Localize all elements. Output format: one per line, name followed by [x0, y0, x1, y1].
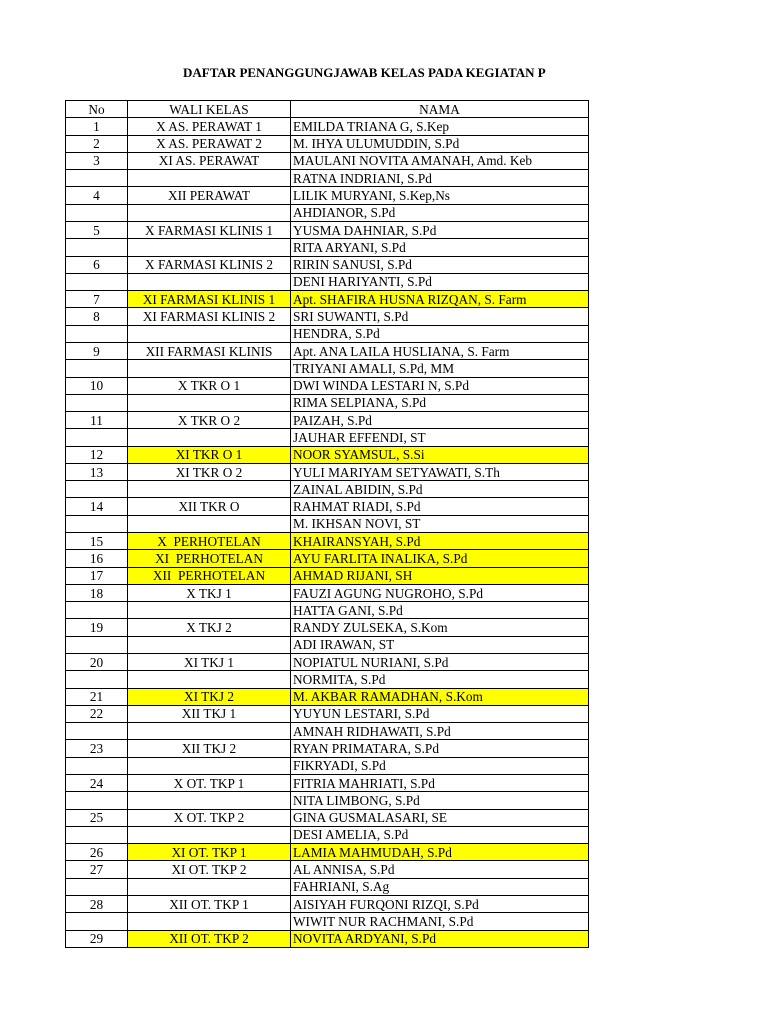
table-row — [66, 567, 589, 584]
cell-no: 2 — [66, 135, 128, 152]
cell-wali-kelas — [128, 204, 291, 221]
cell-wali-kelas: X PERHOTELAN — [128, 533, 291, 550]
cell-no: 7 — [66, 291, 128, 308]
cell-nama: TRIYANI AMALI, S.Pd, MM — [291, 360, 589, 377]
table-row — [66, 930, 589, 947]
cell-nama: Apt. SHAFIRA HUSNA RIZQAN, S. Farm — [291, 291, 589, 308]
cell-wali-kelas — [128, 878, 291, 895]
cell-nama: DENI HARIYANTI, S.Pd — [291, 273, 589, 290]
cell-nama: GINA GUSMALASARI, SE — [291, 809, 589, 826]
table-row — [66, 550, 589, 567]
table-row — [66, 861, 589, 878]
cell-wali-kelas: XI OT. TKP 2 — [128, 861, 291, 878]
cell-nama: HENDRA, S.Pd — [291, 325, 589, 342]
cell-no: 9 — [66, 342, 128, 359]
table-row — [66, 584, 589, 601]
class-responsibility-table — [65, 100, 589, 948]
cell-nama: M. AKBAR RAMADHAN, S.Kom — [291, 688, 589, 705]
cell-nama: NOPIATUL NURIANI, S.Pd — [291, 654, 589, 671]
table-row — [66, 291, 589, 308]
cell-nama: AMNAH RIDHAWATI, S.Pd — [291, 723, 589, 740]
cell-wali-kelas — [128, 636, 291, 653]
cell-nama: NOOR SYAMSUL, S.Si — [291, 446, 589, 463]
cell-no: 26 — [66, 844, 128, 861]
table-row — [66, 256, 589, 273]
cell-nama: RANDY ZULSEKA, S.Kom — [291, 619, 589, 636]
table-row — [66, 844, 589, 861]
cell-nama: M. IHYA ULUMUDDIN, S.Pd — [291, 135, 589, 152]
table-row — [66, 654, 589, 671]
cell-wali-kelas: XII FARMASI KLINIS — [128, 342, 291, 359]
cell-wali-kelas — [128, 913, 291, 930]
cell-no: 4 — [66, 187, 128, 204]
cell-wali-kelas — [128, 602, 291, 619]
cell-no: 27 — [66, 861, 128, 878]
cell-no: 23 — [66, 740, 128, 757]
cell-nama: ADI IRAWAN, ST — [291, 636, 589, 653]
cell-nama: WIWIT NUR RACHMANI, S.Pd — [291, 913, 589, 930]
cell-nama: DESI AMELIA, S.Pd — [291, 826, 589, 843]
cell-no — [66, 723, 128, 740]
table-row — [66, 602, 589, 619]
table-row — [66, 446, 589, 463]
cell-nama: FAUZI AGUNG NUGROHO, S.Pd — [291, 584, 589, 601]
cell-no: 6 — [66, 256, 128, 273]
cell-wali-kelas: XI PERHOTELAN — [128, 550, 291, 567]
table-row — [66, 809, 589, 826]
table-row — [66, 636, 589, 653]
cell-no — [66, 394, 128, 411]
table-row — [66, 221, 589, 238]
cell-wali-kelas: XI FARMASI KLINIS 1 — [128, 291, 291, 308]
table-row — [66, 135, 589, 152]
table-row — [66, 377, 589, 394]
cell-nama: AL ANNISA, S.Pd — [291, 861, 589, 878]
cell-nama: EMILDA TRIANA G, S.Kep — [291, 118, 589, 135]
cell-nama: ZAINAL ABIDIN, S.Pd — [291, 481, 589, 498]
table-row — [66, 429, 589, 446]
table-row — [66, 481, 589, 498]
cell-nama: NORMITA, S.Pd — [291, 671, 589, 688]
cell-no — [66, 273, 128, 290]
cell-no: 14 — [66, 498, 128, 515]
cell-no — [66, 757, 128, 774]
cell-wali-kelas: X AS. PERAWAT 2 — [128, 135, 291, 152]
table-row — [66, 463, 589, 480]
cell-wali-kelas — [128, 273, 291, 290]
cell-nama: AYU FARLITA INALIKA, S.Pd — [291, 550, 589, 567]
cell-no: 25 — [66, 809, 128, 826]
cell-no: 3 — [66, 152, 128, 169]
cell-no: 16 — [66, 550, 128, 567]
cell-wali-kelas: XI TKR O 1 — [128, 446, 291, 463]
cell-no — [66, 792, 128, 809]
cell-wali-kelas: XII TKR O — [128, 498, 291, 515]
cell-wali-kelas — [128, 792, 291, 809]
cell-nama: FIKRYADI, S.Pd — [291, 757, 589, 774]
cell-wali-kelas: X TKJ 1 — [128, 584, 291, 601]
cell-wali-kelas: XII PERHOTELAN — [128, 567, 291, 584]
cell-no — [66, 239, 128, 256]
table-row — [66, 533, 589, 550]
table-row — [66, 273, 589, 290]
cell-wali-kelas: X TKR O 1 — [128, 377, 291, 394]
table-row — [66, 170, 589, 187]
table-row — [66, 187, 589, 204]
cell-wali-kelas — [128, 826, 291, 843]
cell-no — [66, 204, 128, 221]
cell-nama: RYAN PRIMATARA, S.Pd — [291, 740, 589, 757]
table-row — [66, 671, 589, 688]
cell-nama: KHAIRANSYAH, S.Pd — [291, 533, 589, 550]
cell-wali-kelas — [128, 429, 291, 446]
table-row — [66, 498, 589, 515]
table-row — [66, 792, 589, 809]
cell-no: 22 — [66, 705, 128, 722]
table-header — [66, 101, 589, 118]
cell-nama: LILIK MURYANI, S.Kep,Ns — [291, 187, 589, 204]
table-row — [66, 688, 589, 705]
cell-no: 17 — [66, 567, 128, 584]
cell-nama: Apt. ANA LAILA HUSLIANA, S. Farm — [291, 342, 589, 359]
cell-wali-kelas — [128, 239, 291, 256]
cell-nama: FITRIA MAHRIATI, S.Pd — [291, 774, 589, 791]
cell-wali-kelas: XII OT. TKP 1 — [128, 895, 291, 912]
cell-nama: YULI MARIYAM SETYAWATI, S.Th — [291, 463, 589, 480]
cell-no — [66, 170, 128, 187]
cell-no — [66, 878, 128, 895]
cell-no: 15 — [66, 533, 128, 550]
cell-nama: YUYUN LESTARI, S.Pd — [291, 705, 589, 722]
cell-wali-kelas: X FARMASI KLINIS 1 — [128, 221, 291, 238]
cell-nama: NITA LIMBONG, S.Pd — [291, 792, 589, 809]
cell-wali-kelas: X AS. PERAWAT 1 — [128, 118, 291, 135]
cell-wali-kelas: XII OT. TKP 2 — [128, 930, 291, 947]
cell-nama: JAUHAR EFFENDI, ST — [291, 429, 589, 446]
cell-no — [66, 636, 128, 653]
cell-wali-kelas — [128, 757, 291, 774]
cell-wali-kelas — [128, 360, 291, 377]
cell-no: 28 — [66, 895, 128, 912]
table-row — [66, 774, 589, 791]
cell-nama: DWI WINDA LESTARI N, S.Pd — [291, 377, 589, 394]
cell-nama: AHDIANOR, S.Pd — [291, 204, 589, 221]
cell-nama: MAULANI NOVITA AMANAH, Amd. Keb — [291, 152, 589, 169]
cell-wali-kelas: XII PERAWAT — [128, 187, 291, 204]
cell-wali-kelas: XI TKR O 2 — [128, 463, 291, 480]
cell-wali-kelas — [128, 671, 291, 688]
table-row — [66, 723, 589, 740]
cell-wali-kelas: X OT. TKP 1 — [128, 774, 291, 791]
table-row — [66, 152, 589, 169]
cell-nama: M. IKHSAN NOVI, ST — [291, 515, 589, 532]
cell-wali-kelas: XI TKJ 2 — [128, 688, 291, 705]
cell-nama: AISIYAH FURQONI RIZQI, S.Pd — [291, 895, 589, 912]
cell-nama: LAMIA MAHMUDAH, S.Pd — [291, 844, 589, 861]
cell-wali-kelas: XI OT. TKP 1 — [128, 844, 291, 861]
cell-no — [66, 913, 128, 930]
cell-no — [66, 429, 128, 446]
header-nama: NAMA — [291, 101, 589, 118]
table-body — [66, 118, 589, 948]
cell-nama: AHMAD RIJANI, SH — [291, 567, 589, 584]
table-row — [66, 878, 589, 895]
cell-no: 12 — [66, 446, 128, 463]
table-row — [66, 826, 589, 843]
cell-no: 21 — [66, 688, 128, 705]
table-row — [66, 360, 589, 377]
table-row — [66, 515, 589, 532]
table-row — [66, 239, 589, 256]
table-row — [66, 740, 589, 757]
cell-wali-kelas: XI FARMASI KLINIS 2 — [128, 308, 291, 325]
cell-nama: PAIZAH, S.Pd — [291, 412, 589, 429]
table-row — [66, 705, 589, 722]
cell-no — [66, 360, 128, 377]
cell-nama: SRI SUWANTI, S.Pd — [291, 308, 589, 325]
table-row — [66, 325, 589, 342]
cell-wali-kelas: X TKR O 2 — [128, 412, 291, 429]
cell-wali-kelas — [128, 170, 291, 187]
table-row — [66, 204, 589, 221]
cell-wali-kelas: XI AS. PERAWAT — [128, 152, 291, 169]
cell-no: 8 — [66, 308, 128, 325]
cell-wali-kelas — [128, 394, 291, 411]
cell-wali-kelas — [128, 515, 291, 532]
cell-nama: RIRIN SANUSI, S.Pd — [291, 256, 589, 273]
cell-no: 20 — [66, 654, 128, 671]
table-row — [66, 412, 589, 429]
header-wali-kelas: WALI KELAS — [128, 101, 291, 118]
cell-wali-kelas — [128, 481, 291, 498]
cell-no: 10 — [66, 377, 128, 394]
cell-wali-kelas — [128, 723, 291, 740]
cell-wali-kelas: XI TKJ 1 — [128, 654, 291, 671]
cell-nama: RAHMAT RIADI, S.Pd — [291, 498, 589, 515]
cell-nama: RATNA INDRIANI, S.Pd — [291, 170, 589, 187]
header-row — [66, 101, 589, 118]
document-title: DAFTAR PENANGGUNGJAWAB KELAS PADA KEGIATAN P — [183, 65, 546, 80]
cell-no — [66, 481, 128, 498]
cell-no: 24 — [66, 774, 128, 791]
cell-no: 5 — [66, 221, 128, 238]
cell-no — [66, 325, 128, 342]
cell-no: 13 — [66, 463, 128, 480]
cell-nama: YUSMA DAHNIAR, S.Pd — [291, 221, 589, 238]
table-row — [66, 342, 589, 359]
cell-nama: HATTA GANI, S.Pd — [291, 602, 589, 619]
cell-nama: FAHRIANI, S.Ag — [291, 878, 589, 895]
table-row — [66, 394, 589, 411]
table-row — [66, 619, 589, 636]
header-no: No — [66, 101, 128, 118]
cell-nama: RITA ARYANI, S.Pd — [291, 239, 589, 256]
table-row — [66, 757, 589, 774]
table-row — [66, 118, 589, 135]
cell-no — [66, 671, 128, 688]
cell-wali-kelas: X OT. TKP 2 — [128, 809, 291, 826]
cell-wali-kelas — [128, 325, 291, 342]
cell-no — [66, 826, 128, 843]
cell-nama: RIMA SELPIANA, S.Pd — [291, 394, 589, 411]
cell-no — [66, 515, 128, 532]
cell-wali-kelas: XII TKJ 1 — [128, 705, 291, 722]
cell-no: 11 — [66, 412, 128, 429]
cell-wali-kelas: X TKJ 2 — [128, 619, 291, 636]
table-row — [66, 308, 589, 325]
cell-no: 18 — [66, 584, 128, 601]
table-row — [66, 913, 589, 930]
cell-wali-kelas: X FARMASI KLINIS 2 — [128, 256, 291, 273]
cell-wali-kelas: XII TKJ 2 — [128, 740, 291, 757]
cell-no: 1 — [66, 118, 128, 135]
cell-nama: NOVITA ARDYANI, S.Pd — [291, 930, 589, 947]
table-row — [66, 895, 589, 912]
cell-no — [66, 602, 128, 619]
cell-no: 19 — [66, 619, 128, 636]
cell-no: 29 — [66, 930, 128, 947]
